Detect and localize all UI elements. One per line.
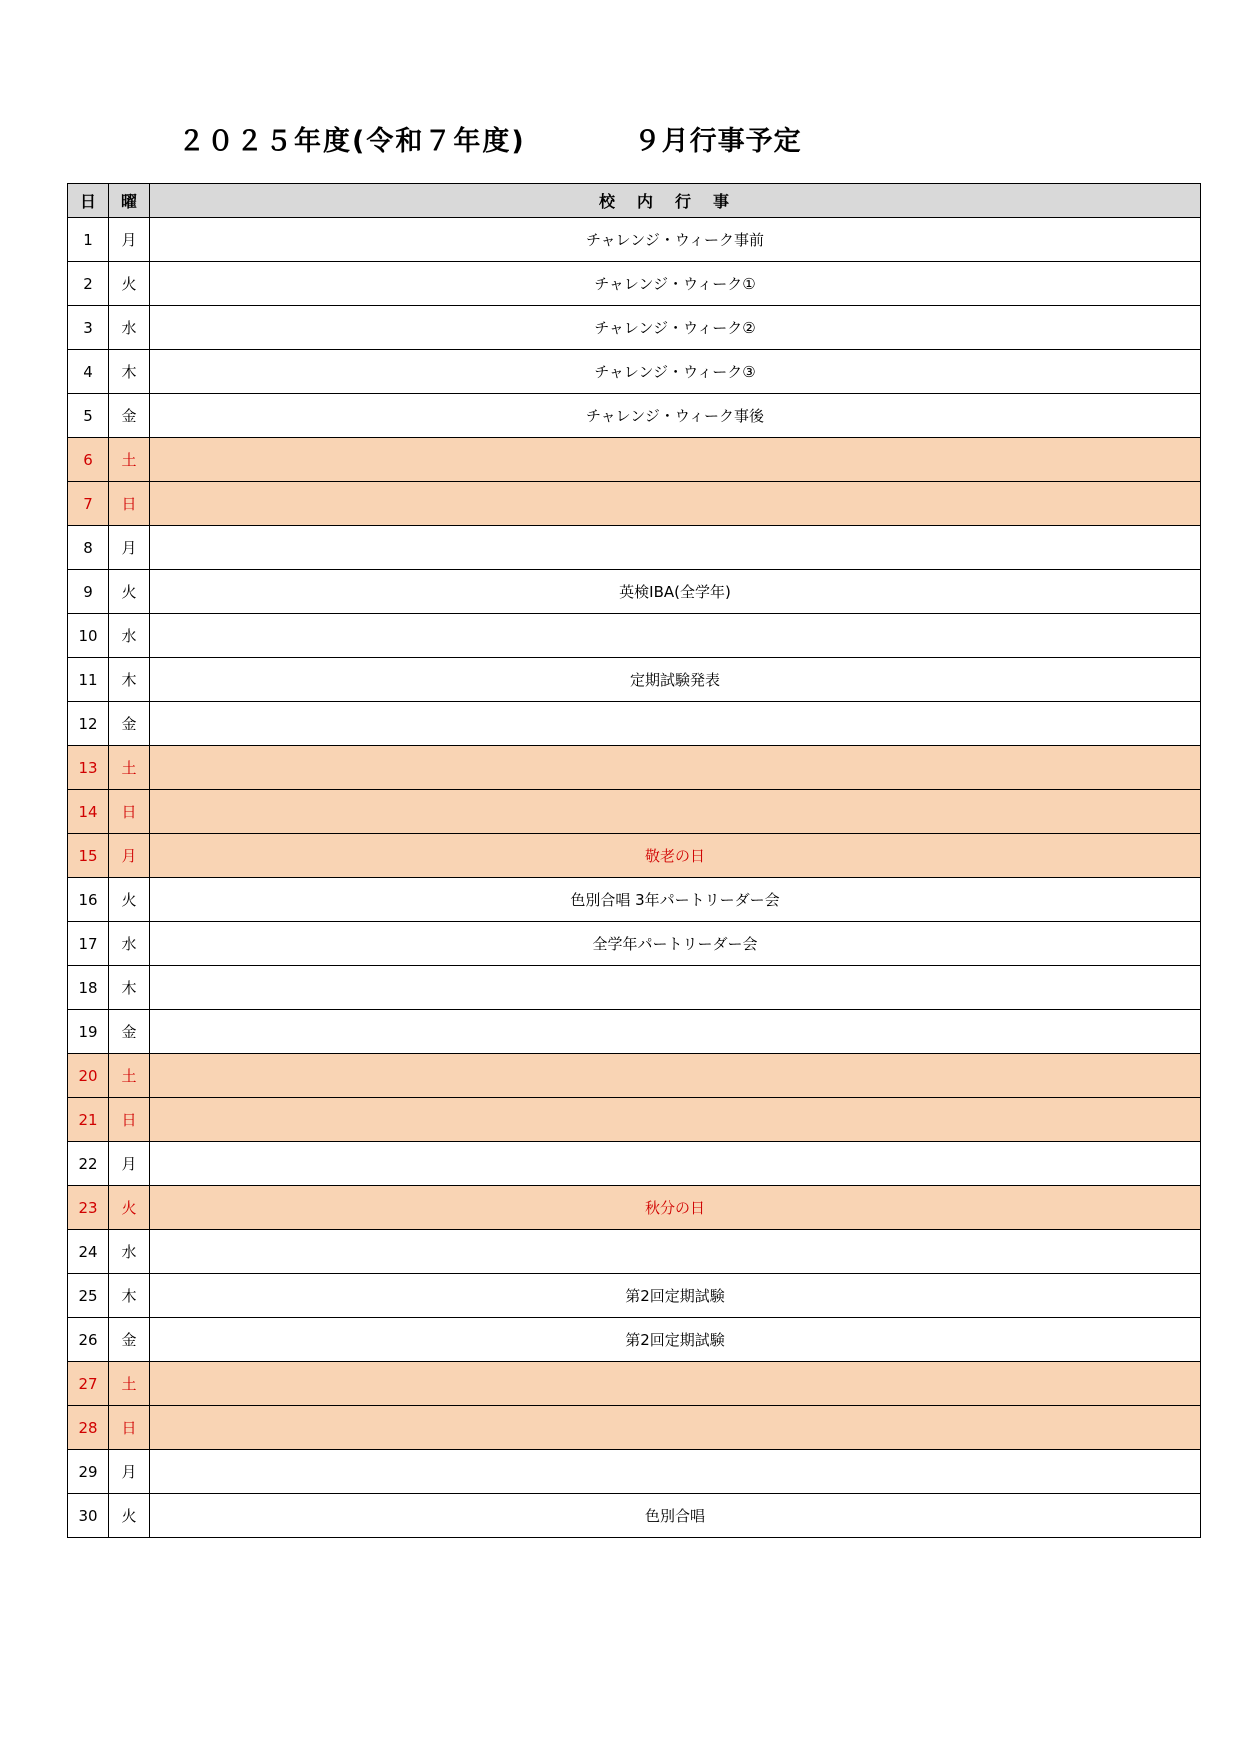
header-events: 校内行事 — [150, 184, 1201, 218]
day-cell: 5 — [68, 394, 109, 438]
table-row — [68, 306, 1201, 350]
day-cell: 7 — [68, 482, 109, 526]
weekday-cell: 木 — [109, 1274, 150, 1318]
weekday-cell: 木 — [109, 658, 150, 702]
table-row — [68, 1230, 1201, 1274]
table-row-holiday — [68, 1186, 1201, 1230]
event-cell — [150, 438, 1201, 482]
day-cell: 21 — [68, 1098, 109, 1142]
weekday-cell: 火 — [109, 570, 150, 614]
event-cell — [150, 1362, 1201, 1406]
event-cell: チャレンジ・ウィーク事後 — [150, 394, 1201, 438]
event-cell — [150, 1450, 1201, 1494]
weekday-cell: 日 — [109, 1406, 150, 1450]
page-title — [178, 122, 802, 162]
weekday-cell: 木 — [109, 966, 150, 1010]
event-cell: 第2回定期試験 — [150, 1274, 1201, 1318]
event-cell — [150, 1142, 1201, 1186]
weekday-cell: 月 — [109, 1450, 150, 1494]
table-row — [68, 1274, 1201, 1318]
day-cell: 11 — [68, 658, 109, 702]
event-cell — [150, 1054, 1201, 1098]
event-cell: チャレンジ・ウィーク事前 — [150, 218, 1201, 262]
table-row-holiday — [68, 834, 1201, 878]
day-cell: 26 — [68, 1318, 109, 1362]
weekday-cell: 日 — [109, 1098, 150, 1142]
day-cell: 10 — [68, 614, 109, 658]
weekday-cell: 水 — [109, 1230, 150, 1274]
event-cell — [150, 790, 1201, 834]
weekday-cell: 火 — [109, 262, 150, 306]
table-row-holiday — [68, 1098, 1201, 1142]
weekday-cell: 土 — [109, 1054, 150, 1098]
day-cell: 18 — [68, 966, 109, 1010]
event-cell: 秋分の日 — [150, 1186, 1201, 1230]
day-cell: 17 — [68, 922, 109, 966]
event-cell — [150, 966, 1201, 1010]
weekday-cell: 火 — [109, 1186, 150, 1230]
header-weekday: 曜 — [109, 184, 150, 218]
event-cell: 色別合唱 3年パートリーダー会 — [150, 878, 1201, 922]
day-cell: 30 — [68, 1494, 109, 1538]
table-row — [68, 262, 1201, 306]
event-cell — [150, 482, 1201, 526]
weekday-cell: 水 — [109, 922, 150, 966]
schedule-body — [68, 218, 1201, 1538]
weekday-cell: 土 — [109, 746, 150, 790]
table-row-holiday — [68, 1362, 1201, 1406]
table-row — [68, 1010, 1201, 1054]
day-cell: 2 — [68, 262, 109, 306]
weekday-cell: 月 — [109, 218, 150, 262]
weekday-cell: 火 — [109, 878, 150, 922]
weekday-cell: 月 — [109, 1142, 150, 1186]
day-cell: 19 — [68, 1010, 109, 1054]
weekday-cell: 月 — [109, 526, 150, 570]
table-row — [68, 1318, 1201, 1362]
table-row — [68, 702, 1201, 746]
event-cell: チャレンジ・ウィーク① — [150, 262, 1201, 306]
weekday-cell: 土 — [109, 1362, 150, 1406]
day-cell: 15 — [68, 834, 109, 878]
weekday-cell: 金 — [109, 394, 150, 438]
day-cell: 22 — [68, 1142, 109, 1186]
day-cell: 24 — [68, 1230, 109, 1274]
weekday-cell: 水 — [109, 306, 150, 350]
table-row — [68, 658, 1201, 702]
table-row — [68, 1450, 1201, 1494]
weekday-cell: 火 — [109, 1494, 150, 1538]
table-row-holiday — [68, 1406, 1201, 1450]
event-cell: チャレンジ・ウィーク② — [150, 306, 1201, 350]
table-row — [68, 570, 1201, 614]
day-cell: 29 — [68, 1450, 109, 1494]
day-cell: 12 — [68, 702, 109, 746]
event-cell: 敬老の日 — [150, 834, 1201, 878]
table-row-holiday — [68, 438, 1201, 482]
day-cell: 23 — [68, 1186, 109, 1230]
table-row — [68, 394, 1201, 438]
weekday-cell: 金 — [109, 702, 150, 746]
table-row — [68, 218, 1201, 262]
header-row — [68, 184, 1201, 218]
day-cell: 20 — [68, 1054, 109, 1098]
event-cell — [150, 526, 1201, 570]
event-cell: 色別合唱 — [150, 1494, 1201, 1538]
weekday-cell: 日 — [109, 482, 150, 526]
day-cell: 28 — [68, 1406, 109, 1450]
weekday-cell: 金 — [109, 1318, 150, 1362]
weekday-cell: 木 — [109, 350, 150, 394]
table-row-holiday — [68, 790, 1201, 834]
event-cell: 第2回定期試験 — [150, 1318, 1201, 1362]
title-month-schedule: ９月行事予定 — [633, 126, 802, 157]
weekday-cell: 日 — [109, 790, 150, 834]
day-cell: 8 — [68, 526, 109, 570]
weekday-cell: 月 — [109, 834, 150, 878]
event-cell — [150, 1010, 1201, 1054]
table-row — [68, 1494, 1201, 1538]
day-cell: 13 — [68, 746, 109, 790]
table-row — [68, 922, 1201, 966]
table-row — [68, 878, 1201, 922]
weekday-cell: 水 — [109, 614, 150, 658]
day-cell: 25 — [68, 1274, 109, 1318]
weekday-cell: 金 — [109, 1010, 150, 1054]
event-cell: 全学年パートリーダー会 — [150, 922, 1201, 966]
event-cell: 定期試験発表 — [150, 658, 1201, 702]
table-row — [68, 350, 1201, 394]
event-cell — [150, 1230, 1201, 1274]
event-cell — [150, 702, 1201, 746]
day-cell: 3 — [68, 306, 109, 350]
schedule-table — [67, 183, 1201, 1538]
event-cell — [150, 1406, 1201, 1450]
day-cell: 4 — [68, 350, 109, 394]
event-cell — [150, 1098, 1201, 1142]
table-row — [68, 1142, 1201, 1186]
day-cell: 14 — [68, 790, 109, 834]
table-row-holiday — [68, 1054, 1201, 1098]
header-day: 日 — [68, 184, 109, 218]
event-cell — [150, 614, 1201, 658]
event-cell — [150, 746, 1201, 790]
weekday-cell: 土 — [109, 438, 150, 482]
day-cell: 9 — [68, 570, 109, 614]
day-cell: 6 — [68, 438, 109, 482]
day-cell: 1 — [68, 218, 109, 262]
table-row — [68, 966, 1201, 1010]
table-row-holiday — [68, 746, 1201, 790]
table-row-holiday — [68, 482, 1201, 526]
day-cell: 27 — [68, 1362, 109, 1406]
event-cell: 英検IBA(全学年) — [150, 570, 1201, 614]
event-cell: チャレンジ・ウィーク③ — [150, 350, 1201, 394]
table-row — [68, 526, 1201, 570]
day-cell: 16 — [68, 878, 109, 922]
table-row — [68, 614, 1201, 658]
title-fiscal-year: ２０２５年度(令和７年度) — [178, 126, 526, 157]
